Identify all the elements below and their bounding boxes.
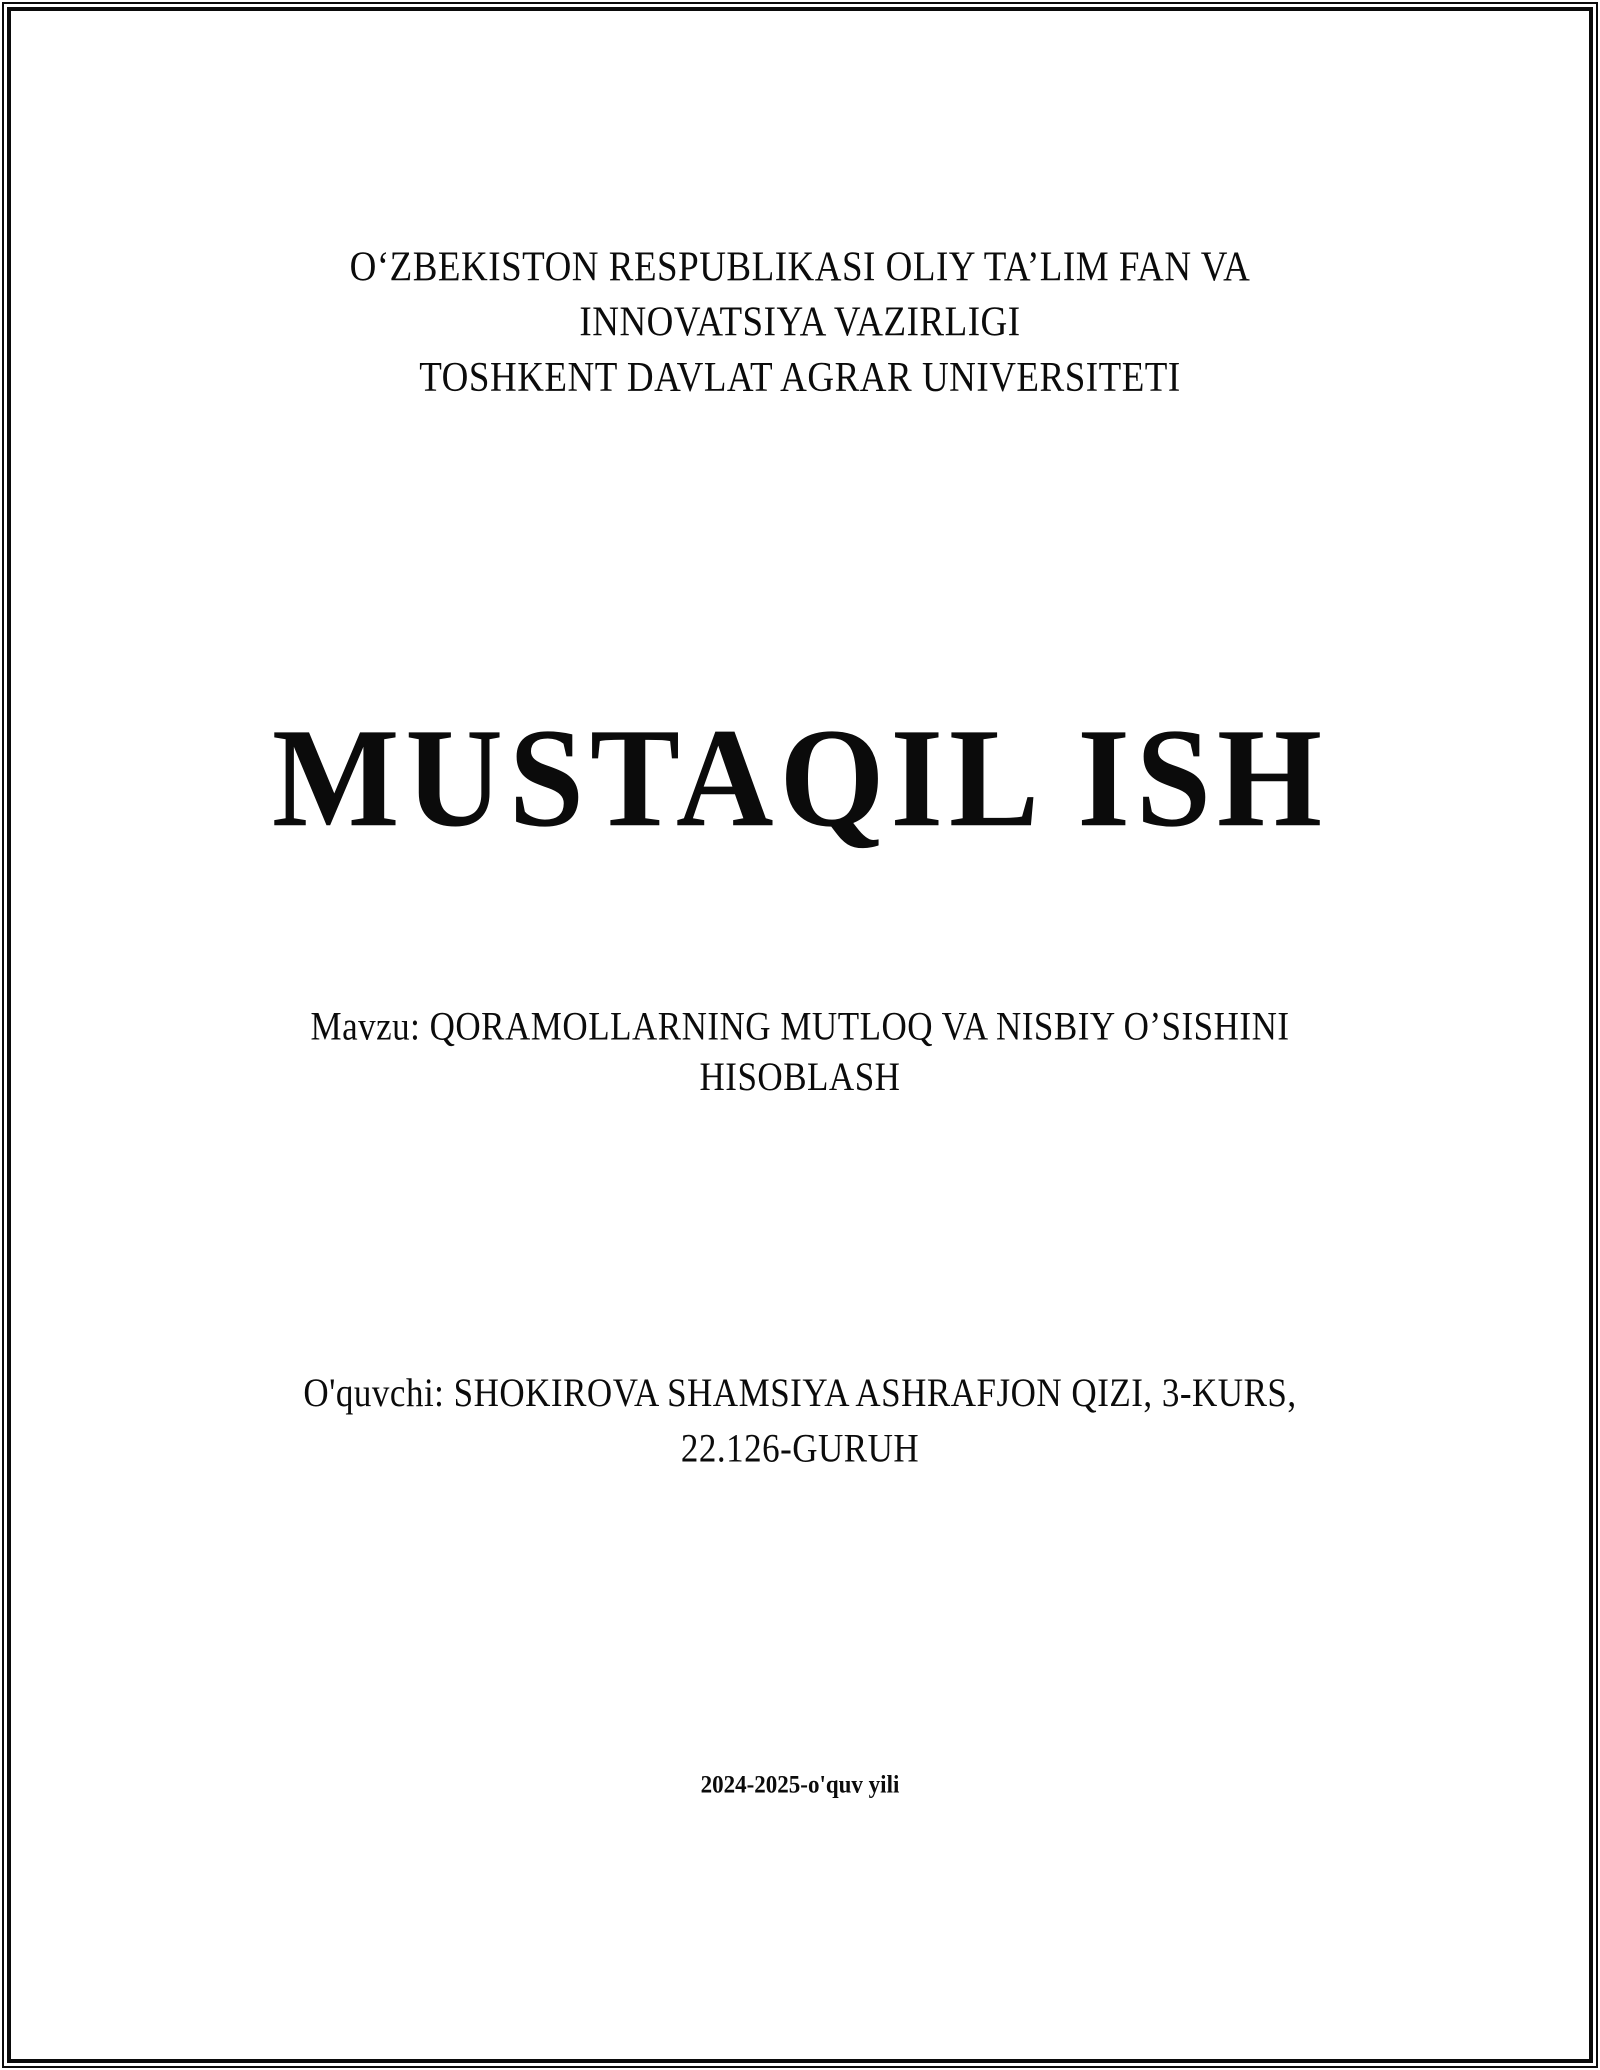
academic-year: 2024-2025-o'quv yili [700,1770,900,1799]
header-line-ministry-1: O‘ZBEKISTON RESPUBLIKASI OLIY TA’LIM FAN VA [349,243,1251,291]
topic-line-2: HISOBLASH [699,1054,901,1100]
topic-section [0,1001,1600,1102]
header-line-university: TOSHKENT DAVLAT AGRAR UNIVERSITETI [419,354,1181,402]
topic-line-1: Mavzu: QORAMOLLARNING MUTLOQ VA NISBIY O’SISHINI [310,1003,1290,1049]
document-title: MUSTAQIL ISH [271,700,1329,857]
student-section [0,1366,1600,1476]
university-header [0,240,1600,406]
header-line-ministry-2: INNOVATSIYA VAZIRLIGI [579,298,1021,346]
student-line-1: O'quvchi: SHOKIROVA SHAMSIYA ASHRAFJON QIZI, 3-KURS, [303,1370,1297,1416]
student-line-2: 22.126-GURUH [680,1425,920,1471]
